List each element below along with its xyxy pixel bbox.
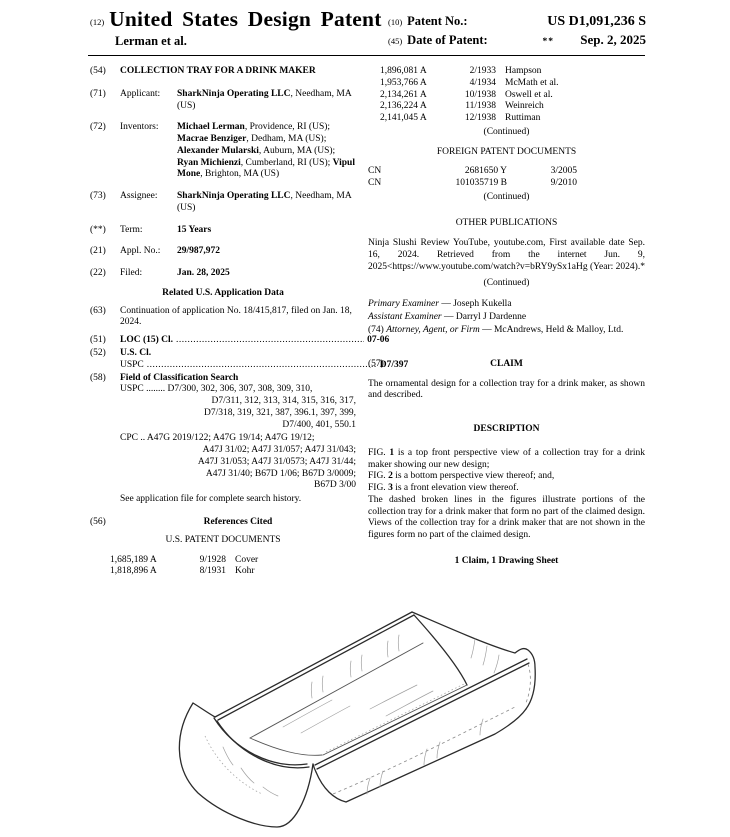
assignee-label: Assignee: — [120, 191, 158, 202]
filed-row — [90, 268, 356, 280]
assignee-address: , Needham, MA (US) — [177, 191, 352, 213]
term-extension-marker: ** — [542, 37, 554, 48]
cpc-search-lines — [120, 433, 356, 492]
ref-number: 2,136,224 A — [380, 101, 427, 112]
ref-country: CN — [368, 166, 382, 177]
ref-number: 2681650 Y — [464, 166, 507, 177]
fig-prefix: FIG. — [368, 447, 390, 458]
patent-date-tag: (45) — [388, 36, 403, 47]
applicant-value — [177, 89, 356, 113]
field-of-search-row — [90, 373, 356, 516]
fig-number: 3 — [388, 483, 393, 494]
term-value: 15 Years — [177, 224, 212, 235]
ref-date: 9/2010 — [550, 178, 577, 189]
field-tag: (52) — [90, 348, 106, 359]
foreign-reference-row — [368, 166, 645, 178]
inventor-name: Michael Lerman — [177, 122, 245, 133]
cpc-line: A47J 31/02; A47J 31/057; A47J 31/043; — [202, 445, 356, 456]
field-tag: (22) — [90, 268, 106, 279]
us-reference-row — [368, 78, 645, 90]
ref-name: Kohr — [235, 566, 255, 577]
ref-name: Weinreich — [505, 101, 544, 112]
collection-tray-figure — [165, 606, 605, 836]
ref-date: 3/2005 — [550, 166, 577, 177]
primary-examiner-name: — Joseph Kukella — [438, 299, 512, 310]
us-reference-row — [90, 566, 356, 578]
field-tag: (58) — [90, 372, 106, 383]
ref-date: 4/1934 — [469, 77, 496, 88]
patent-date-value: Sep. 2, 2025 — [580, 32, 646, 48]
search-history-note: See application file for complete search history. — [120, 494, 302, 505]
figure-description-line — [368, 471, 645, 483]
ref-date: 11/1938 — [465, 101, 496, 112]
uspc-line: D7/400, 401, 550.1 — [282, 419, 356, 430]
field-tag: (74) — [368, 325, 384, 336]
assistant-examiner-row — [368, 312, 645, 324]
fig-number: 1 — [389, 447, 395, 458]
inventors-label: Inventors: — [120, 122, 159, 133]
continued-note: (Continued) — [483, 191, 530, 202]
patent-number-value: US D1,091,236 S — [547, 14, 646, 29]
tray-perspective-svg — [165, 606, 605, 836]
continued-note: (Continued) — [483, 126, 530, 137]
fig-prefix: FIG. — [368, 471, 389, 482]
ref-number: 2,141,045 A — [380, 113, 427, 124]
dot-leader — [176, 335, 364, 347]
applicant-label: Applicant: — [120, 88, 161, 99]
patent-number-row — [388, 13, 646, 30]
us-reference-row — [368, 113, 645, 125]
continuation-text: Continuation of application No. 18/415,817, filed on Jan. 18, 2024. — [120, 305, 352, 328]
inventor-name: Ryan Michienzi — [177, 157, 241, 168]
field-tag: (54) — [90, 66, 106, 76]
inventor-address: , Cumberland, RI (US); — [240, 157, 333, 168]
attorney-name: — McAndrews, Held & Malloy, Ltd. — [479, 325, 624, 336]
ref-date: 9/1928 — [199, 554, 226, 565]
assistant-examiner-label: Assistant Examiner — [368, 312, 442, 323]
claim-text: The ornamental design for a collection tray for a drink maker, as shown and described. — [368, 378, 645, 401]
foreign-reference-row — [368, 178, 645, 190]
uspc-line: D7/318, 319, 321, 387, 396.1, 397, 399, — [204, 407, 356, 418]
ref-name: McMath et al. — [505, 77, 559, 88]
uspc-search-lines — [120, 384, 356, 431]
foreign-patent-docs-header: FOREIGN PATENT DOCUMENTS — [436, 146, 577, 157]
patent-number-tag: (10) — [388, 17, 403, 27]
fig-caption: is a bottom perspective view thereof; and, — [392, 471, 555, 482]
assistant-examiner-name: — Darryl J Dardenne — [441, 312, 527, 323]
loc-class-value: 07-06 — [367, 335, 390, 346]
ref-date: 12/1938 — [464, 113, 496, 124]
figure-description-line — [368, 448, 645, 472]
applicant-name: SharkNinja Operating LLC — [177, 88, 291, 99]
us-reference-row — [368, 101, 645, 113]
cpc-line: CPC .. A47G 2019/122; A47G 19/14; A47G 19/12; — [120, 433, 315, 444]
references-cited-row — [90, 517, 356, 529]
inventor-name: Macrae Benziger — [177, 134, 247, 145]
header-divider — [88, 55, 645, 56]
field-of-search-label: Field of Classification Search — [120, 372, 239, 383]
continued-note: (Continued) — [483, 277, 530, 288]
claim-header: CLAIM — [490, 358, 523, 369]
cpc-line: A47J 31/40; B67D 1/06; B67D 3/0009; — [205, 468, 356, 479]
description-text: The dashed broken lines in the figures illustrate portions of the collection tray for a drink maker that form no part of the claimed design. Views of the collection tray for a drink maker that are not shown in the figures form no part of the claimed design. — [368, 494, 645, 541]
fig-number: 2 — [388, 471, 393, 482]
applicant-address: , Needham, MA (US) — [177, 88, 352, 111]
uspc-line: D7/311, 312, 313, 314, 315, 316, 317, — [211, 396, 356, 407]
page-title: United States Design Patent — [109, 7, 382, 31]
us-patent-docs-header: U.S. PATENT DOCUMENTS — [165, 534, 281, 545]
ref-date: 10/1938 — [464, 89, 496, 100]
ref-country: CN — [368, 178, 382, 189]
attorney-label: Attorney, Agent, or Firm — [386, 325, 480, 336]
related-app-data-header: Related U.S. Application Data — [162, 287, 284, 298]
field-tag: (63) — [90, 305, 106, 316]
us-reference-row — [368, 90, 645, 102]
filed-value: Jan. 28, 2025 — [177, 268, 230, 279]
field-tag: (56) — [90, 516, 106, 527]
inventor-address: , Dedham, MA (US); — [246, 134, 327, 145]
field-tag: (51) — [90, 335, 106, 346]
field-of-search-block — [120, 373, 356, 516]
header-left — [90, 9, 382, 49]
ref-number: 1,953,766 A — [380, 77, 427, 88]
appl-no-value: 29/987,972 — [177, 246, 221, 257]
inventors-list — [177, 122, 356, 181]
inventor-short-name: Lerman et al. — [115, 33, 187, 48]
ref-name: Oswell et al. — [505, 89, 553, 100]
us-class-label: U.S. Cl. — [120, 348, 152, 359]
references-cited-header: References Cited — [203, 516, 273, 527]
ref-date: 2/1933 — [469, 66, 496, 76]
patent-date-label: Date of Patent: — [407, 33, 488, 48]
assignee-name: SharkNinja Operating LLC — [177, 191, 291, 202]
ref-number: 101035719 B — [455, 178, 507, 189]
us-class-block — [120, 348, 408, 372]
ref-number: 2,134,261 A — [380, 89, 427, 100]
ref-number: 1,896,081 A — [380, 66, 427, 76]
invention-title: COLLECTION TRAY FOR A DRINK MAKER — [120, 66, 316, 76]
fig-caption: is a front elevation view thereof. — [392, 483, 519, 494]
us-reference-row — [90, 555, 356, 567]
description-header: DESCRIPTION — [473, 424, 540, 435]
loc-class-row — [90, 335, 390, 347]
applicant-row — [90, 89, 356, 113]
loc-class-label: LOC (15) Cl. — [120, 335, 174, 346]
fig-caption: is a top front perspective view of a collection tray for a drink maker showing our new design; — [368, 447, 645, 470]
field-tag: (72) — [90, 122, 106, 133]
uspc-value: D7/397 — [379, 359, 409, 370]
field-tag: (71) — [90, 88, 106, 99]
field-tag: (57) — [368, 358, 384, 369]
ref-name: Ruttiman — [505, 113, 541, 124]
other-publications-header: OTHER PUBLICATIONS — [455, 217, 558, 228]
claim-header-row — [368, 359, 645, 371]
ref-number: 1,818,896 A — [110, 566, 157, 577]
field-tag: (73) — [90, 191, 106, 202]
term-row — [90, 225, 356, 237]
fig-prefix: FIG. — [368, 483, 389, 494]
attorney-row — [368, 325, 645, 337]
primary-examiner-label: Primary Examiner — [368, 299, 439, 310]
ref-number: 1,685,189 A — [110, 554, 157, 565]
patent-date-row — [388, 32, 646, 49]
claims-summary: 1 Claim, 1 Drawing Sheet — [454, 555, 559, 566]
filed-label: Filed: — [120, 268, 143, 279]
cpc-line: A47J 31/053; A47J 31/0573; A47J 31/44; — [197, 456, 356, 467]
primary-examiner-row — [368, 299, 645, 311]
dot-leader — [147, 360, 377, 372]
ref-name: Hampson — [505, 66, 542, 76]
ref-date: 8/1931 — [199, 566, 226, 577]
right-column — [368, 66, 645, 568]
application-number-row — [90, 246, 356, 258]
field-tag: (21) — [90, 246, 106, 257]
invention-title-row — [90, 66, 356, 78]
patent-number-label: Patent No.: — [407, 14, 468, 28]
inventor-address: , Brighton, MA (US) — [200, 169, 280, 180]
term-label: Term: — [120, 224, 143, 235]
ref-name: Cover — [235, 554, 259, 565]
field-tag: (**) — [90, 224, 106, 235]
header-right — [388, 13, 646, 51]
cpc-line: B67D 3/00 — [314, 480, 356, 491]
inventor-name: Vipul Mone — [177, 157, 355, 180]
appl-no-label: Appl. No.: — [120, 246, 161, 257]
kind-code: (12) — [90, 17, 105, 27]
uspc-line: USPC ........ D7/300, 302, 306, 307, 308, 309, 310, — [120, 384, 313, 395]
assignee-row — [90, 191, 356, 215]
other-publications-text: Ninja Slushi Review YouTube, youtube.com, First available date Sep. 16, 2024. Retrieved from the internet Jun. 9, 2025<https://www.youtube.com/watch?v=bRY9ySx1aHg (Year: 2024).* — [368, 238, 645, 272]
figure-description-line — [368, 483, 645, 495]
inventors-row — [90, 122, 356, 181]
inventor-address: , Auburn, MA (US); — [258, 145, 336, 156]
loc-class-value-row — [120, 335, 389, 347]
assignee-value — [177, 191, 356, 215]
us-reference-row — [368, 66, 645, 78]
continuation-row — [90, 306, 356, 330]
inventor-name: Alexander Mularski — [177, 145, 259, 156]
inventor-address: , Providence, RI (US); — [244, 122, 331, 133]
uspc-label: USPC — [120, 359, 144, 370]
